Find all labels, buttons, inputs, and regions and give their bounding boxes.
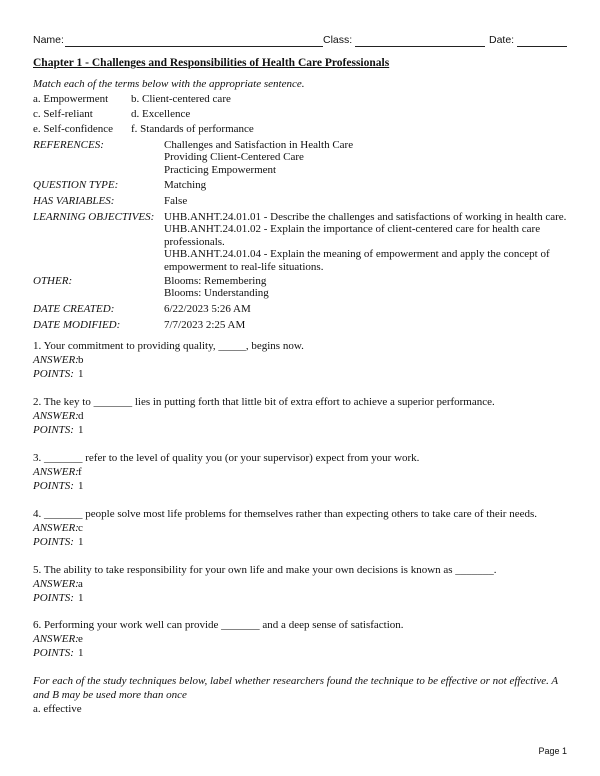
points-label: POINTS: <box>33 536 74 548</box>
question-text: 2. The key to _______ lies in putting forth that little bit of extra effort to achieve a superior performance. <box>33 396 495 408</box>
term-f: f. Standards of performance <box>131 123 254 135</box>
references-label: REFERENCES: <box>33 139 104 151</box>
chapter-title: Chapter 1 - Challenges and Responsibilities of Health Care Professionals <box>33 57 390 69</box>
answer-value: d <box>78 410 84 422</box>
has-variables-label: HAS VARIABLES: <box>33 195 115 207</box>
objective-item: UHB.ANHT.24.01.04 - Explain the meaning of empowerment and apply the concept of empowerment to real-life situations. <box>164 248 550 273</box>
name-label: Name: <box>33 34 64 46</box>
instruction: Match each of the terms below with the appropriate sentence. <box>33 78 305 90</box>
answer-value: e <box>78 633 83 645</box>
points-label: POINTS: <box>33 647 74 659</box>
objective-item: UHB.ANHT.24.01.02 - Explain the importance of client-centered care for health care professionals. <box>164 223 541 248</box>
student-header <box>33 34 567 50</box>
has-variables-value: False <box>164 195 188 207</box>
term-c: c. Self-reliant <box>33 108 93 120</box>
question-text: 3. _______ refer to the level of quality you (or your supervisor) expect from your work. <box>33 452 420 464</box>
question-4 <box>33 507 573 549</box>
study-option-a: a. effective <box>33 703 82 715</box>
answer-label: ANSWER: <box>33 578 79 590</box>
answer-value: f <box>78 466 82 478</box>
term-b: b. Client-centered care <box>131 93 231 105</box>
page-number: Page 1 <box>538 746 567 756</box>
question-3 <box>33 451 573 493</box>
date-created-label: DATE CREATED: <box>33 303 115 315</box>
term-e: e. Self-confidence <box>33 123 114 135</box>
term-d: d. Excellence <box>131 108 191 120</box>
question-type-value: Matching <box>164 179 207 191</box>
reference-item: Providing Client-Centered Care <box>164 151 304 164</box>
date-modified-value: 7/7/2023 2:25 AM <box>164 319 246 331</box>
answer-value: a <box>78 578 83 590</box>
reference-item: Practicing Empowerment <box>164 163 277 176</box>
points-label: POINTS: <box>33 592 74 604</box>
reference-item: Challenges and Satisfaction in Health Care <box>164 139 354 151</box>
date-field[interactable] <box>517 46 567 47</box>
points-label: POINTS: <box>33 424 74 436</box>
term-a: a. Empowerment <box>33 93 109 105</box>
question-type-label: QUESTION TYPE: <box>33 179 119 191</box>
points-value: 1 <box>78 424 84 436</box>
points-label: POINTS: <box>33 368 74 380</box>
answer-value: c <box>78 522 83 534</box>
class-label: Class: <box>323 34 353 46</box>
question-text: 5. The ability to take responsibility for your own life and make your own decisions is known as _______. <box>33 564 497 576</box>
answer-value: b <box>78 354 84 366</box>
question-6 <box>33 618 573 660</box>
answer-label: ANSWER: <box>33 633 79 645</box>
objectives-label: LEARNING OBJECTIVES: <box>33 211 155 223</box>
date-modified-label: DATE MODIFIED: <box>33 319 121 331</box>
class-field[interactable] <box>355 46 485 47</box>
other-item: Blooms: Understanding <box>164 287 269 300</box>
objective-item: UHB.ANHT.24.01.01 - Describe the challenges and satisfactions of working in health care. <box>164 211 567 223</box>
date-label: Date: <box>489 34 515 46</box>
date-created-value: 6/22/2023 5:26 AM <box>164 303 251 315</box>
question-text: 1. Your commitment to providing quality, _____, begins now. <box>33 340 304 352</box>
study-instruction: For each of the study techniques below, label whether researchers found the technique to be effective or not effective. A and B may be used more than once <box>33 675 558 701</box>
name-field[interactable] <box>65 46 323 47</box>
points-value: 1 <box>78 592 84 604</box>
answer-label: ANSWER: <box>33 354 79 366</box>
points-value: 1 <box>78 647 84 659</box>
points-value: 1 <box>78 368 84 380</box>
other-label: OTHER: <box>33 275 73 287</box>
other-item: Blooms: Remembering <box>164 275 267 287</box>
points-value: 1 <box>78 536 84 548</box>
points-value: 1 <box>78 480 84 492</box>
points-label: POINTS: <box>33 480 74 492</box>
question-text: 4. _______ people solve most life problems for themselves rather than expecting others to take care of their needs. <box>33 508 538 520</box>
question-5 <box>33 563 573 605</box>
question-text: 6. Performing your work well can provide _______ and a deep sense of satisfaction. <box>33 619 404 631</box>
answer-label: ANSWER: <box>33 466 79 478</box>
answer-label: ANSWER: <box>33 522 79 534</box>
answer-label: ANSWER: <box>33 410 79 422</box>
question-2 <box>33 395 573 437</box>
question-1 <box>33 339 573 381</box>
